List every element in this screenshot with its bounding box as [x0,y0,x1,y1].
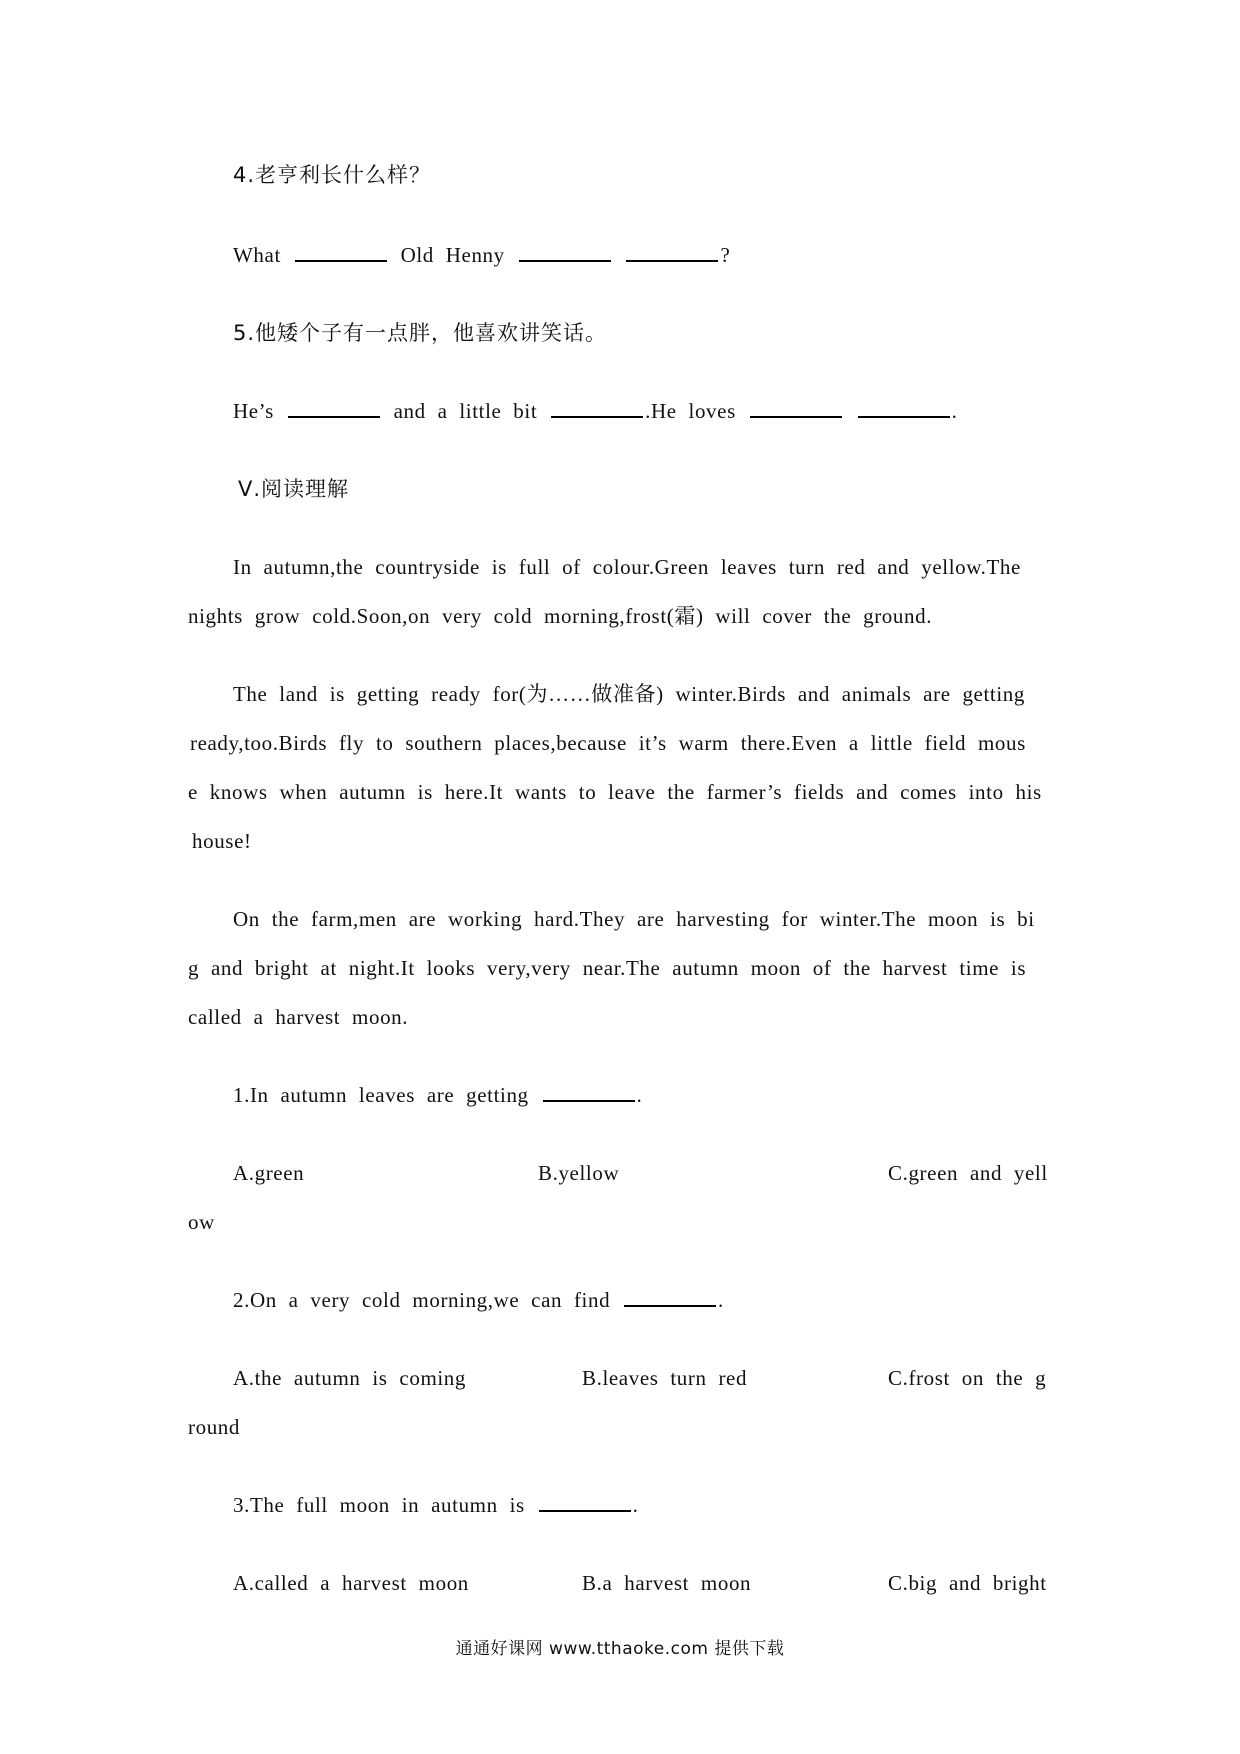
q4-prompt: 4.老亨利长什么样？ [233,163,432,187]
passage-p2-line-1: The land is getting ready for(为……做准备) winter.Birds and animals are getting [233,682,1025,706]
q5-blank-2[interactable] [551,398,643,418]
question-2-option-a[interactable]: A.the autumn is coming [233,1366,467,1390]
q4-part-2: Old Henny [400,243,505,267]
q4-sentence [233,242,730,268]
question-1-blank[interactable] [543,1082,635,1102]
passage-p3-line-1: On the farm,men are working hard.They are harvesting for winter.The moon is bi [233,907,1035,931]
question-1-stem [233,1082,642,1108]
question-1-option-b[interactable]: B.yellow [538,1161,620,1185]
q5-blank-3[interactable] [750,398,842,418]
question-1-option-a[interactable]: A.green [233,1161,305,1185]
question-2-option-c[interactable]: C.frost on the g [888,1366,1047,1390]
q5-part-2: and a little bit [393,399,538,423]
question-2-end: . [718,1288,724,1312]
question-1-option-c-wrap: ow [188,1210,215,1234]
q5-part-1: He’s [233,399,274,423]
q4-blank-1[interactable] [295,242,387,262]
question-2-stem [233,1287,724,1313]
q4-blank-3[interactable] [626,242,718,262]
q5-blank-4[interactable] [858,398,950,418]
question-3-blank[interactable] [539,1492,631,1512]
passage-p2-line-3: e knows when autumn is here.It wants to leave the farmer’s fields and comes into his [188,780,1042,804]
question-1-option-c[interactable]: C.green and yell [888,1161,1048,1185]
q4-part-3: ? [720,243,731,267]
q5-sentence [233,398,957,424]
q4-part-1: What [233,243,281,267]
passage-p1-line-2: nights grow cold.Soon,on very cold morning,frost(霜) will cover the ground. [188,604,933,628]
question-3-end: . [632,1493,639,1517]
question-3-text: 3.The full moon in autumn is [233,1493,525,1517]
question-3-stem [233,1492,639,1518]
section-heading: Ⅴ.阅读理解 [238,477,350,501]
question-2-blank[interactable] [624,1287,716,1307]
passage-p3-line-3: called a harvest moon. [188,1005,409,1029]
passage-p2-line-2: ready,too.Birds fly to southern places,because it’s warm there.Even a little field mous [190,731,1026,755]
question-1-text: 1.In autumn leaves are getting [233,1083,529,1107]
passage-p2-line-4: house! [192,829,252,853]
question-3-option-c[interactable]: C.big and bright [888,1571,1047,1595]
q5-prompt: 5.他矮个子有一点胖，他喜欢讲笑话。 [233,321,608,345]
question-2-option-b[interactable]: B.leaves turn red [582,1366,748,1390]
question-1-end: . [636,1083,643,1107]
q5-part-4: . [951,399,958,423]
question-2-option-c-wrap: round [188,1415,240,1439]
q4-blank-2[interactable] [519,242,611,262]
question-3-option-b[interactable]: B.a harvest moon [582,1571,752,1595]
passage-p3-line-2: g and bright at night.It looks very,very near.The autumn moon of the harvest time is [188,956,1027,980]
passage-p1-line-1: In autumn,the countryside is full of colour.Green leaves turn red and yellow.The [233,555,1021,579]
q5-blank-1[interactable] [288,398,380,418]
question-3-option-a[interactable]: A.called a harvest moon [233,1571,469,1595]
page-footer: 通通好课网 www.tthaoke.com 提供下载 [455,1639,785,1659]
question-2-text: 2.On a very cold morning,we can find [233,1288,611,1312]
q5-part-3: .He loves [645,399,736,423]
